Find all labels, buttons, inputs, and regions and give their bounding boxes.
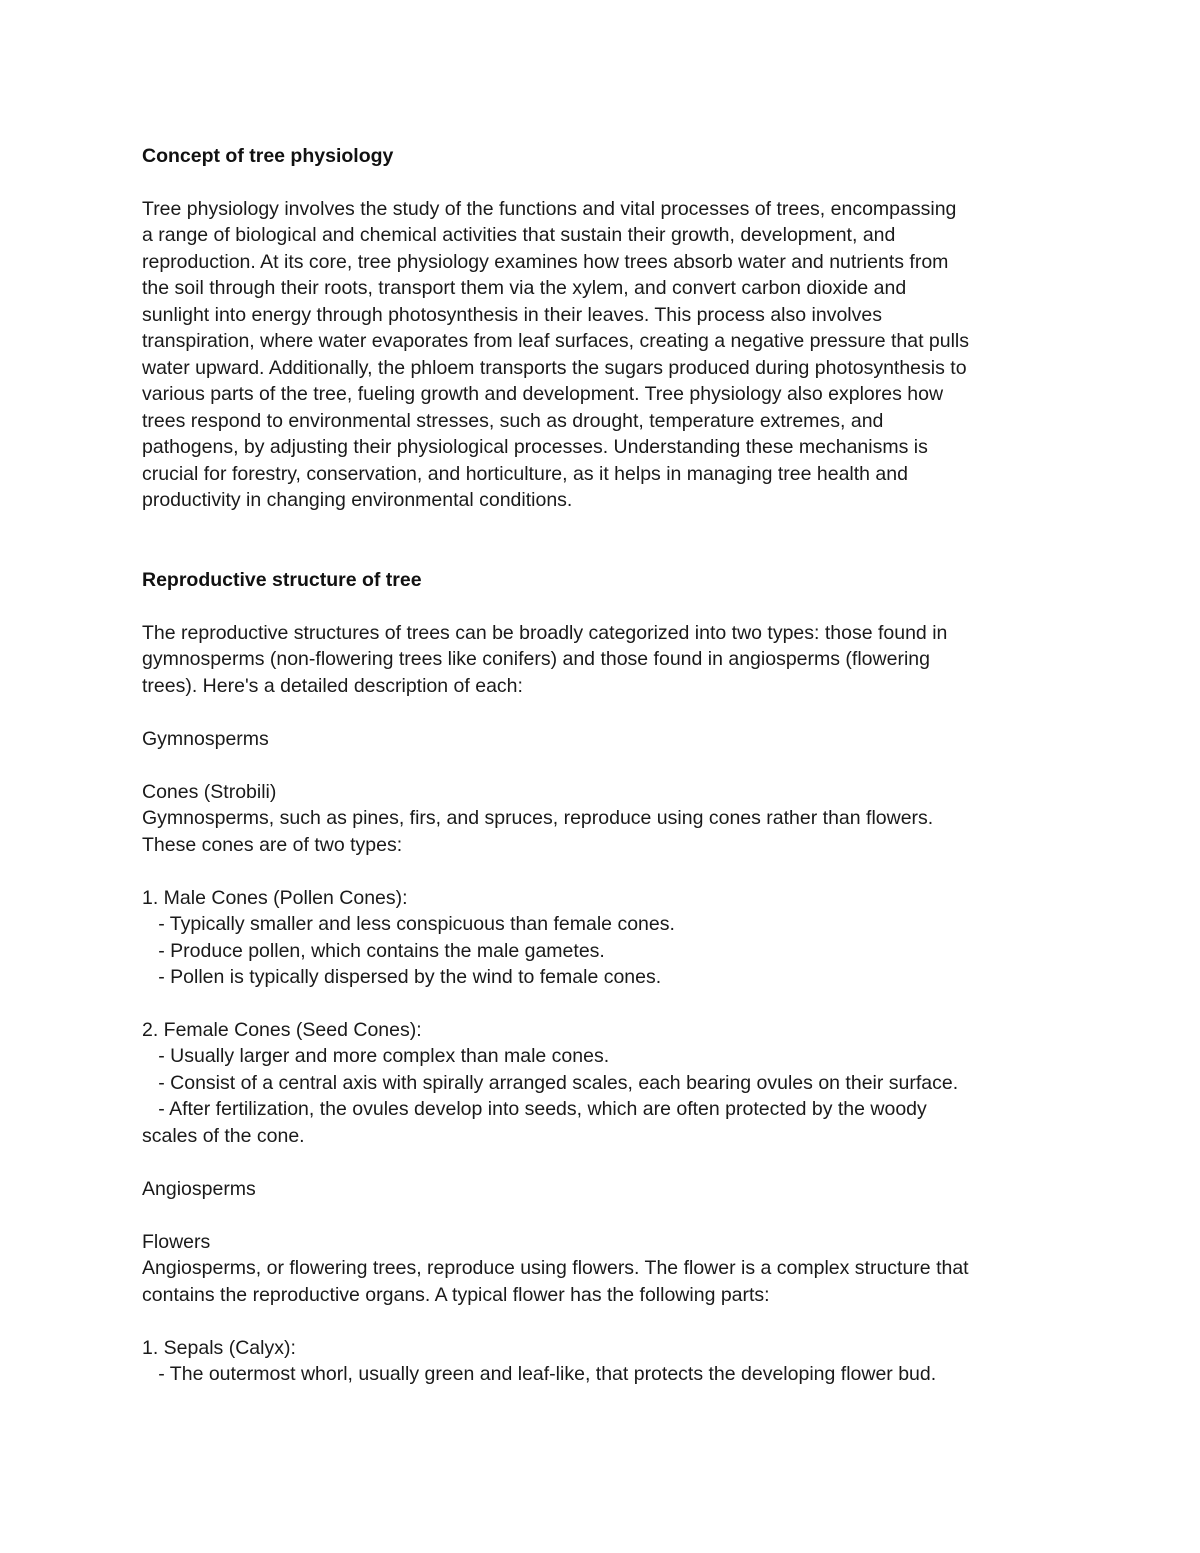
gymnosperms-desc-line: These cones are of two types: [142, 834, 403, 856]
subheading-angiosperms: Angiosperms [142, 1178, 256, 1200]
paragraph-line: crucial for forestry, conservation, and horticulture, as it helps in managing tree health and [142, 463, 908, 485]
paragraph-line: water upward. Additionally, the phloem transports the sugars produced during photosynthesis to [142, 357, 967, 379]
section-heading-reproductive-structure: Reproductive structure of tree [142, 569, 422, 591]
section-heading-tree-physiology: Concept of tree physiology [142, 145, 394, 167]
male-cones-item: - Typically smaller and less conspicuous than female cones. [142, 913, 675, 935]
angiosperms-desc-line: Angiosperms, or flowering trees, reproduce using flowers. The flower is a complex structure that [142, 1257, 969, 1279]
intro-line: The reproductive structures of trees can be broadly categorized into two types: those found in [142, 622, 948, 644]
female-cones-title: 2. Female Cones (Seed Cones): [142, 1019, 422, 1041]
paragraph-line: the soil through their roots, transport them via the xylem, and convert carbon dioxide and [142, 277, 907, 299]
subheading-gymnosperms: Gymnosperms [142, 728, 269, 750]
female-cones-item: - Usually larger and more complex than male cones. [142, 1045, 610, 1067]
paragraph-line: reproduction. At its core, tree physiology examines how trees absorb water and nutrients from [142, 251, 949, 273]
paragraph-line: various parts of the tree, fueling growth and development. Tree physiology also explores how [142, 383, 944, 405]
sepals-item: - The outermost whorl, usually green and leaf-like, that protects the developing flower bud. [142, 1363, 937, 1385]
paragraph-line: pathogens, by adjusting their physiological processes. Understanding these mechanisms is [142, 436, 928, 458]
paragraph-line: productivity in changing environmental conditions. [142, 489, 573, 511]
female-cones-item: - After fertilization, the ovules develop into seeds, which are often protected by the woody [142, 1098, 927, 1120]
paragraph-line: trees respond to environmental stresses, such as drought, temperature extremes, and [142, 410, 884, 432]
male-cones-title: 1. Male Cones (Pollen Cones): [142, 887, 408, 909]
subheading-flowers: Flowers [142, 1231, 211, 1253]
paragraph-line: a range of biological and chemical activities that sustain their growth, development, and [142, 224, 896, 246]
paragraph-line: Tree physiology involves the study of the functions and vital processes of trees, encompassing [142, 198, 957, 220]
female-cones-item: scales of the cone. [142, 1125, 305, 1147]
subheading-cones: Cones (Strobili) [142, 781, 277, 803]
paragraph-line: sunlight into energy through photosynthesis in their leaves. This process also involves [142, 304, 882, 326]
male-cones-item: - Produce pollen, which contains the male gametes. [142, 940, 605, 962]
intro-line: trees). Here's a detailed description of each: [142, 675, 523, 697]
male-cones-item: - Pollen is typically dispersed by the wind to female cones. [142, 966, 662, 988]
female-cones-item: - Consist of a central axis with spirally arranged scales, each bearing ovules on their surface. [142, 1072, 959, 1094]
paragraph-line: transpiration, where water evaporates from leaf surfaces, creating a negative pressure that pulls [142, 330, 970, 352]
sepals-title: 1. Sepals (Calyx): [142, 1337, 296, 1359]
intro-line: gymnosperms (non-flowering trees like conifers) and those found in angiosperms (flowering [142, 648, 930, 670]
angiosperms-desc-line: contains the reproductive organs. A typical flower has the following parts: [142, 1284, 770, 1306]
gymnosperms-desc-line: Gymnosperms, such as pines, firs, and spruces, reproduce using cones rather than flowers. [142, 807, 934, 829]
